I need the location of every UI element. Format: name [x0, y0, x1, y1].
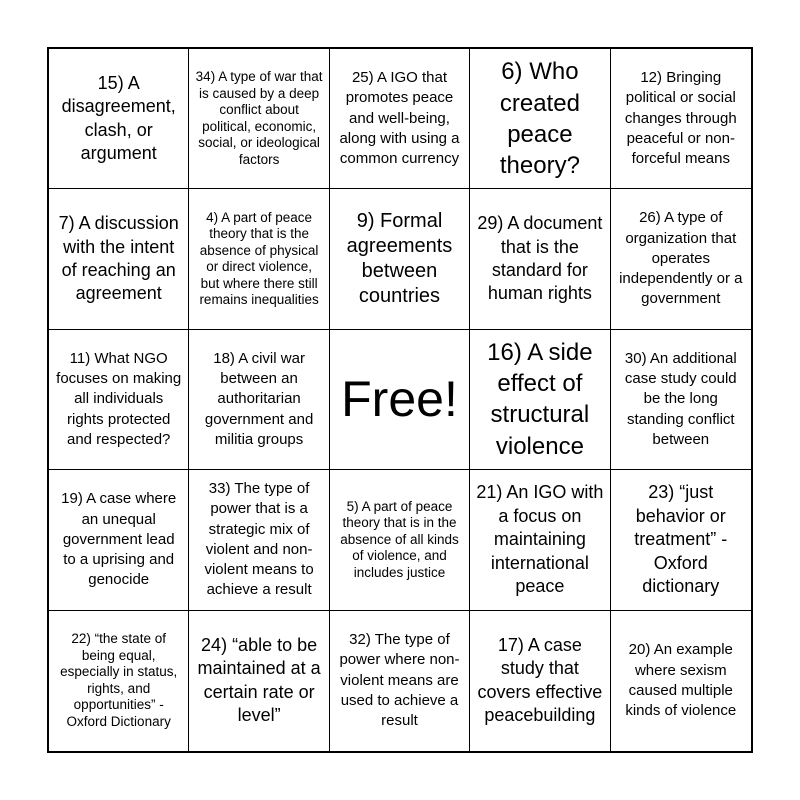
- bingo-cell[interactable]: [330, 611, 470, 751]
- cell-text: 6) Who created peace theory?: [499, 58, 580, 179]
- cell-text: 24) “able to be maintained at a certain rate or level”: [197, 635, 321, 726]
- cell-text: 17) A case study that covers effective peacebuilding: [477, 635, 603, 726]
- bingo-cell[interactable]: [611, 330, 751, 470]
- cell-text: 16) A side effect of structural violence: [487, 339, 593, 460]
- bingo-cell[interactable]: [189, 330, 329, 470]
- cell-text: 18) A civil war between an authoritarian government and militia groups: [204, 349, 314, 448]
- cell-text: 9) Formal agreements between countries: [346, 210, 453, 308]
- bingo-cell[interactable]: [470, 189, 610, 329]
- cell-text: 26) A type of organization that operates independently or a government: [619, 209, 743, 308]
- cell-text: 30) An additional case study could be the long standing conflict between: [624, 349, 737, 448]
- free-space[interactable]: [330, 330, 470, 470]
- bingo-cell[interactable]: [330, 470, 470, 610]
- cell-text: 21) An IGO with a focus on maintaining international peace: [476, 482, 604, 596]
- bingo-cell[interactable]: [611, 49, 751, 189]
- bingo-cell[interactable]: [189, 49, 329, 189]
- bingo-cell[interactable]: [470, 330, 610, 470]
- bingo-cell[interactable]: [49, 330, 189, 470]
- bingo-cell[interactable]: [611, 189, 751, 329]
- bingo-cell[interactable]: [611, 470, 751, 610]
- cell-text: 5) A part of peace theory that is in the absence of all kinds of violence, and includes justice: [340, 498, 459, 580]
- cell-text: 4) A part of peace theory that is the absence of physical or direct violence, but where there still remains inequalities: [199, 209, 319, 308]
- bingo-cell[interactable]: [470, 470, 610, 610]
- bingo-cell[interactable]: [189, 470, 329, 610]
- bingo-cell[interactable]: [49, 611, 189, 751]
- bingo-board: [47, 47, 753, 753]
- bingo-cell[interactable]: [330, 49, 470, 189]
- bingo-cell[interactable]: [470, 49, 610, 189]
- free-space-text: Free!: [341, 371, 458, 428]
- bingo-cell[interactable]: [470, 611, 610, 751]
- cell-text: 15) A disagreement, clash, or argument: [61, 72, 176, 164]
- bingo-cell[interactable]: [611, 611, 751, 751]
- cell-text: 23) “just behavior or treatment” - Oxford dictionary: [634, 482, 728, 596]
- cell-text: 19) A case where an unequal government lead to a uprising and genocide: [61, 490, 177, 589]
- cell-text: 20) An example where sexism caused multiple kinds of violence: [625, 641, 737, 720]
- bingo-cell[interactable]: [189, 189, 329, 329]
- bingo-cell[interactable]: [330, 189, 470, 329]
- cell-text: 12) Bringing political or social changes through peaceful or non-forceful means: [624, 69, 737, 168]
- bingo-cell[interactable]: [189, 611, 329, 751]
- bingo-cell[interactable]: [49, 49, 189, 189]
- cell-text: 32) The type of power where non-violent means are used to achieve a result: [339, 631, 460, 730]
- cell-text: 7) A discussion with the intent of reaching an agreement: [58, 213, 179, 304]
- cell-text: 22) “the state of being equal, especially in status, rights, and opportunities” - Oxford Dictionary: [60, 631, 178, 729]
- cell-text: 29) A document that is the standard for human rights: [477, 213, 603, 304]
- cell-text: 34) A type of war that is caused by a deep conflict about political, economic, social, or ideological factors: [195, 69, 323, 167]
- bingo-cell[interactable]: [49, 189, 189, 329]
- cell-text: 33) The type of power that is a strategic mix of violent and non-violent means to achieve a result: [204, 480, 314, 599]
- cell-text: 25) A IGO that promotes peace and well-being, along with using a common currency: [339, 69, 460, 168]
- bingo-cell[interactable]: [49, 470, 189, 610]
- cell-text: 11) What NGO focuses on making all individuals rights protected and respected?: [56, 349, 182, 448]
